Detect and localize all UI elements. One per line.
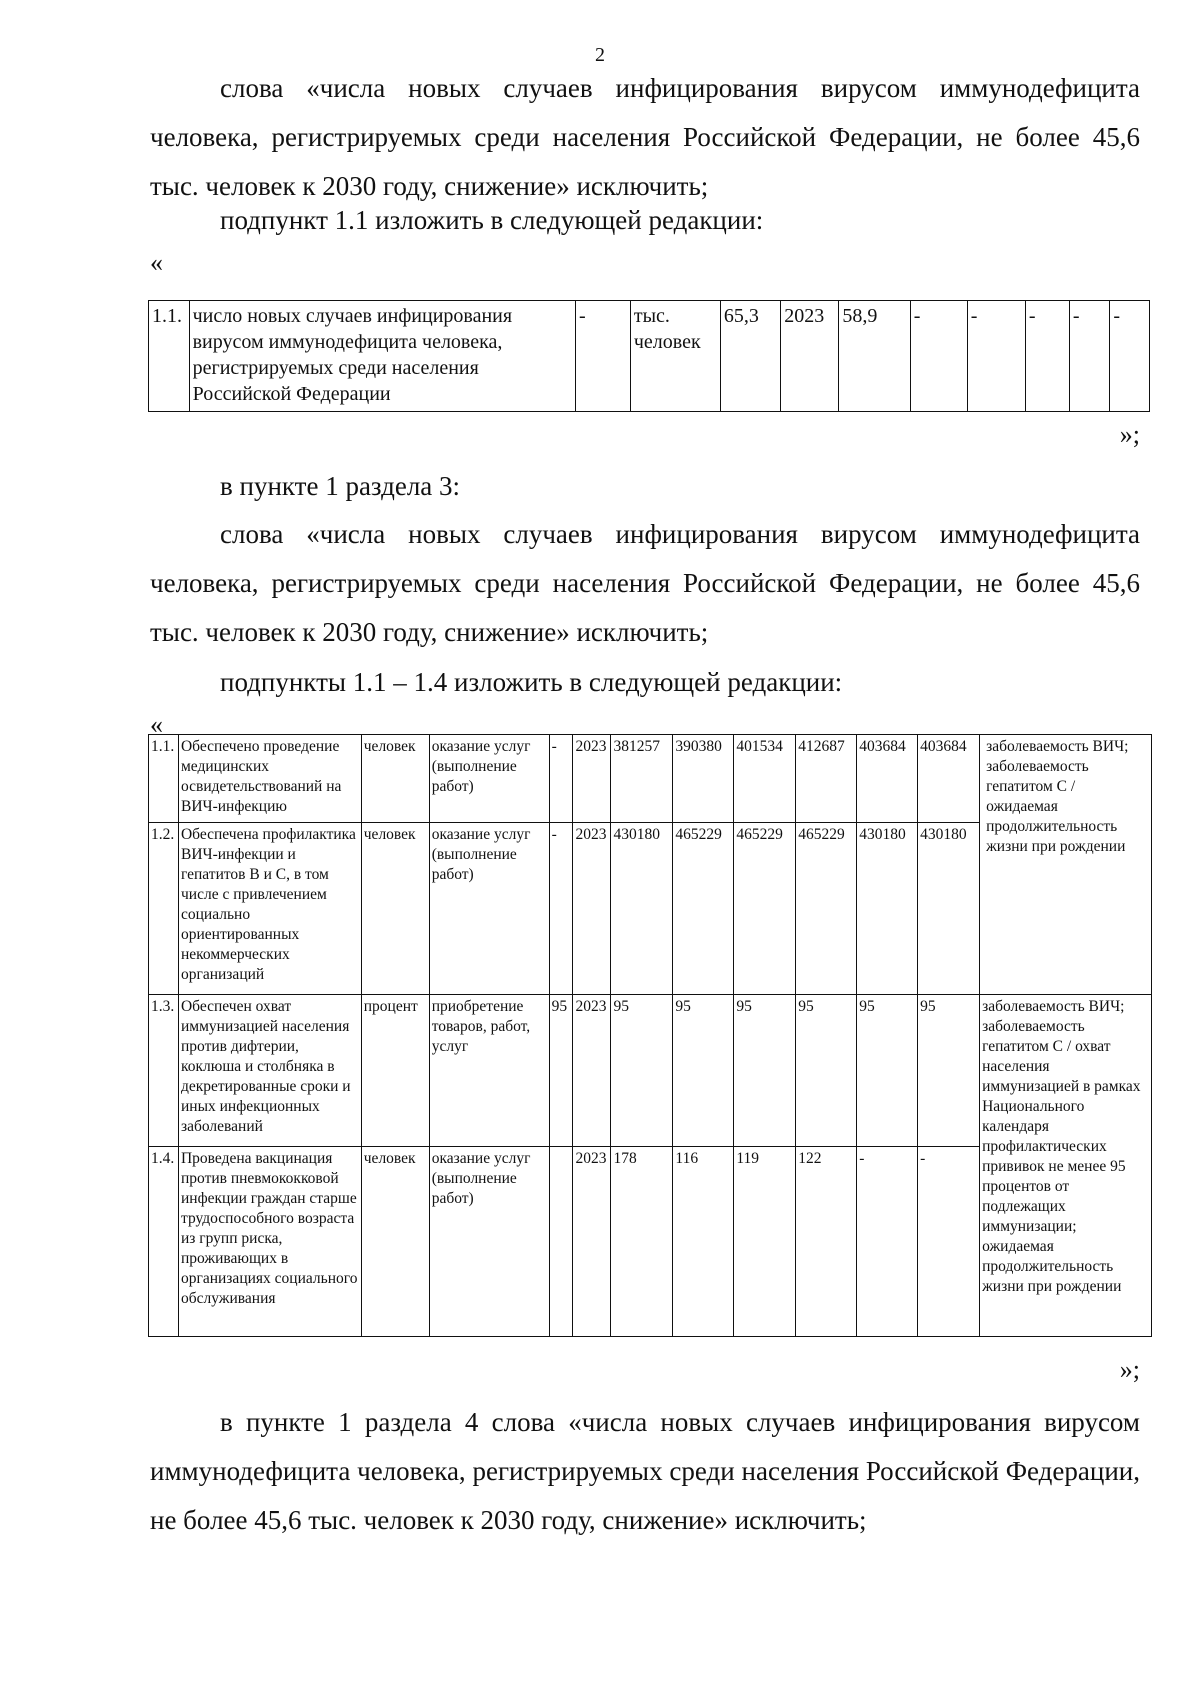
paragraph-4: слова «числа новых случаев инфицирования вирусом иммунодефицита человека, регистрируемых среди населения Российской Федерации, не более 45,6 тыс. человек к 2030 году, снижение» исключить; bbox=[150, 519, 1140, 647]
table-cell: - bbox=[549, 823, 573, 995]
table-cell: - bbox=[967, 301, 1025, 412]
table-cell: 465229 bbox=[673, 823, 734, 995]
table-note-cell: заболеваемость ВИЧ; заболеваемость гепатитом С / ожидаемая продолжительность жизни при рождении bbox=[980, 735, 1152, 995]
table-cell: оказание услуг (выполнение работ) bbox=[429, 823, 549, 995]
table-cell: Проведена вакцинация против пневмококковой инфекции граждан старше трудоспособного возраста из групп риска, проживающих в организациях социального обслуживания bbox=[178, 1147, 361, 1337]
table-cell: Обеспечена профилактика ВИЧ-инфекции и гепатитов В и С, в том числе с привлечением социально ориентированных некоммерческих организаций bbox=[178, 823, 361, 995]
table-cell: 465229 bbox=[734, 823, 796, 995]
table-cell: - bbox=[1025, 301, 1069, 412]
table-cell: 95 bbox=[918, 995, 980, 1147]
table-cell: 430180 bbox=[918, 823, 980, 995]
table-cell: 1.1. bbox=[149, 735, 179, 823]
table-cell: 116 bbox=[673, 1147, 734, 1337]
quote-open: « bbox=[150, 248, 163, 277]
table-cell bbox=[549, 1147, 573, 1337]
table-cell: Обеспечено проведение медицинских освидетельствований на ВИЧ-инфекцию bbox=[178, 735, 361, 823]
table-cell: человек bbox=[361, 823, 429, 995]
table-cell: 430180 bbox=[857, 823, 918, 995]
table-cell: число новых случаев инфицирования вирусом иммунодефицита человека, регистрируемых среди населения Российской Федерации bbox=[189, 301, 575, 412]
page-number: 2 bbox=[595, 44, 605, 66]
table-cell: 95 bbox=[673, 995, 734, 1147]
table-cell: 2023 bbox=[573, 735, 611, 823]
table-cell: 403684 bbox=[918, 735, 980, 823]
table-cell: 122 bbox=[796, 1147, 857, 1337]
table-cell: 1.2. bbox=[149, 823, 179, 995]
table-cell: 403684 bbox=[857, 735, 918, 823]
table-1 bbox=[148, 300, 1150, 412]
quote-open: « bbox=[150, 710, 163, 739]
table-cell: 1.1. bbox=[149, 301, 190, 412]
table-cell: - bbox=[575, 301, 630, 412]
table-cell: 390380 bbox=[673, 735, 734, 823]
paragraph-5: подпункты 1.1 – 1.4 изложить в следующей редакции: bbox=[220, 667, 843, 697]
quote-close: »; bbox=[1119, 420, 1140, 449]
table-cell: человек bbox=[361, 1147, 429, 1337]
table-cell: - bbox=[1110, 301, 1150, 412]
table-2 bbox=[148, 734, 1152, 1337]
table-cell: 95 bbox=[611, 995, 673, 1147]
table-cell: - bbox=[1069, 301, 1110, 412]
table-cell: 465229 bbox=[796, 823, 857, 995]
table-cell: 2023 bbox=[573, 995, 611, 1147]
table-cell: - bbox=[549, 735, 573, 823]
table-note-cell: заболеваемость ВИЧ; заболеваемость гепатитом С / охват населения иммунизацией в рамках Национального календаря профилактических прививок не менее 95 процентов от подлежащих иммунизации; ожидаемая продолжительность жизни при рождении bbox=[980, 995, 1152, 1337]
table-cell: человек bbox=[361, 735, 429, 823]
quote-close: »; bbox=[1119, 1355, 1140, 1384]
table-cell: 95 bbox=[796, 995, 857, 1147]
table-cell: оказание услуг (выполнение работ) bbox=[429, 1147, 549, 1337]
table-cell: 2023 bbox=[573, 1147, 611, 1337]
table-cell: 95 bbox=[549, 995, 573, 1147]
paragraph-1: слова «числа новых случаев инфицирования вирусом иммунодефицита человека, регистрируемых среди населения Российской Федерации, не более 45,6 тыс. человек к 2030 году, снижение» исключить; bbox=[150, 73, 1140, 201]
paragraph-3: в пункте 1 раздела 3: bbox=[220, 471, 461, 501]
table-cell: 95 bbox=[857, 995, 918, 1147]
table-cell: оказание услуг (выполнение работ) bbox=[429, 735, 549, 823]
table-cell: 2023 bbox=[573, 823, 611, 995]
table-cell: - bbox=[910, 301, 967, 412]
table-cell: 119 bbox=[734, 1147, 796, 1337]
paragraph-2: подпункт 1.1 изложить в следующей редакции: bbox=[220, 205, 764, 235]
table-row bbox=[149, 735, 1152, 823]
table-row bbox=[149, 995, 1152, 1147]
table-cell: 412687 bbox=[796, 735, 857, 823]
table-cell: 1.3. bbox=[149, 995, 179, 1147]
table-cell: 1.4. bbox=[149, 1147, 179, 1337]
table-cell: 58,9 bbox=[839, 301, 910, 412]
table-cell: 95 bbox=[734, 995, 796, 1147]
table-cell: приобретение товаров, работ, услуг bbox=[429, 995, 549, 1147]
table-row bbox=[149, 301, 1150, 412]
table-cell: процент bbox=[361, 995, 429, 1147]
table-cell: 178 bbox=[611, 1147, 673, 1337]
paragraph-6: в пункте 1 раздела 4 слова «числа новых случаев инфицирования вирусом иммунодефицита человека, регистрируемых среди населения Российской Федерации, не более 45,6 тыс. человек к 2030 году, снижение» исключить; bbox=[150, 1407, 1140, 1535]
table-cell: 2023 bbox=[781, 301, 839, 412]
table-cell: 65,3 bbox=[720, 301, 780, 412]
table-cell: 430180 bbox=[611, 823, 673, 995]
table-cell: - bbox=[857, 1147, 918, 1337]
table-cell: 381257 bbox=[611, 735, 673, 823]
table-cell: - bbox=[918, 1147, 980, 1337]
table-cell: Обеспечен охват иммунизацией населения против дифтерии, коклюша и столбняка в декретированные сроки и иных инфекционных заболеваний bbox=[178, 995, 361, 1147]
table-cell: тыс. человек bbox=[630, 301, 720, 412]
table-cell: 401534 bbox=[734, 735, 796, 823]
